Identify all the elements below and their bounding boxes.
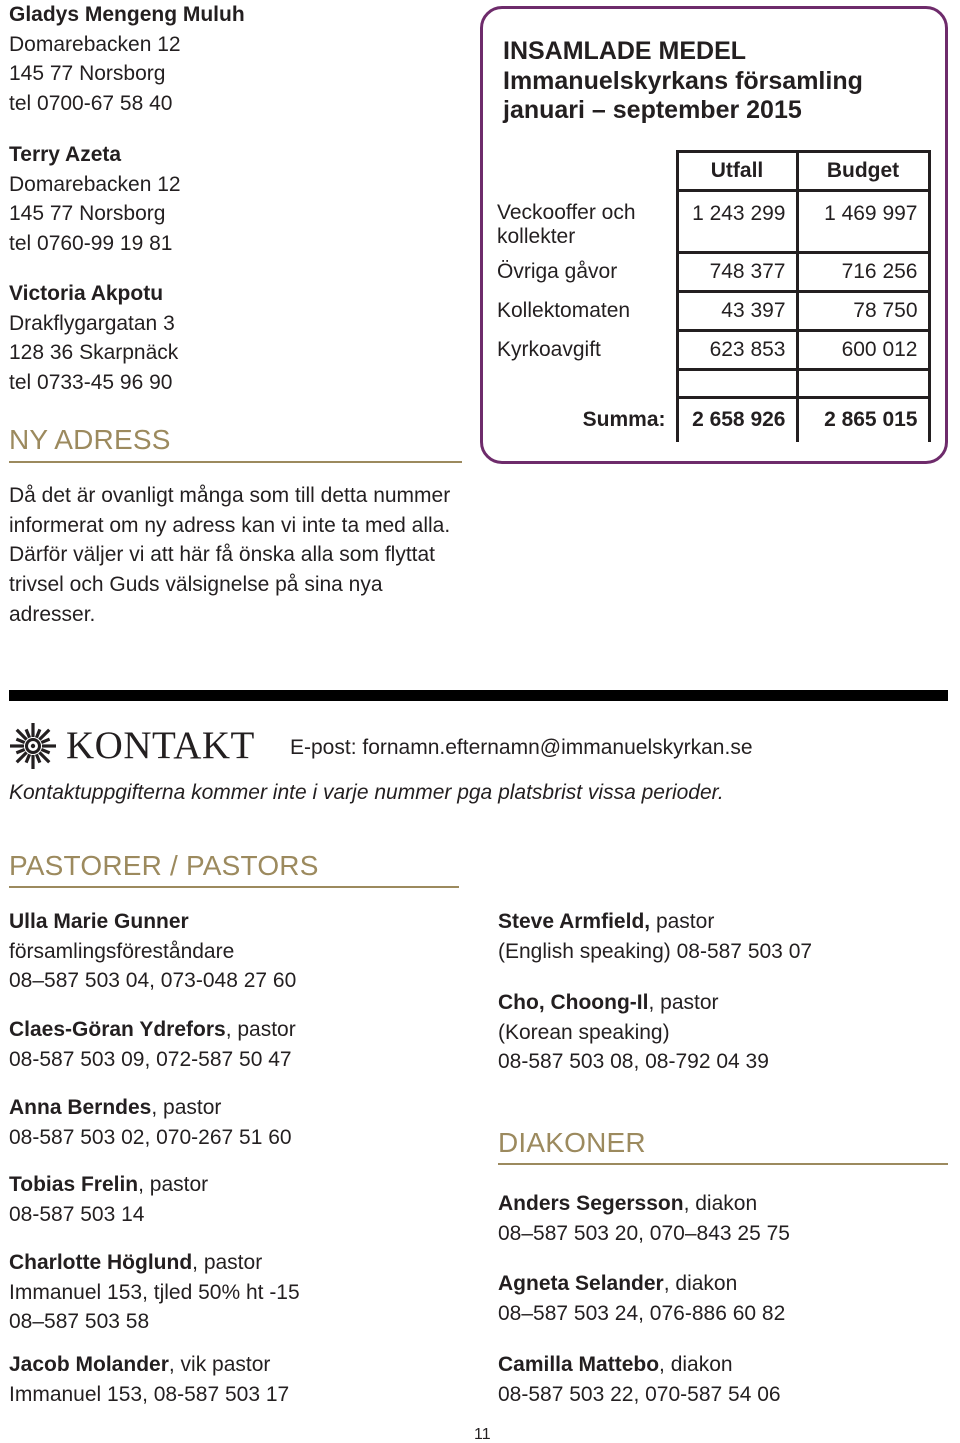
person-role: , diakon (683, 1192, 758, 1215)
new-address-rule (9, 461, 462, 463)
sum-label: Summa: (582, 407, 666, 431)
person-name: Agneta Selander (498, 1272, 664, 1295)
person-name: Anna Berndes (9, 1096, 152, 1119)
member-address: Drakflygargatan 3 (9, 311, 175, 335)
person-role: , pastor (151, 1096, 222, 1119)
person-line: 08–587 503 58 (9, 1310, 150, 1333)
row-label: Kyrkoavgift (497, 338, 601, 361)
member-city: 145 77 Norsborg (9, 62, 166, 85)
person-name: Tobias Frelin (9, 1173, 139, 1196)
person-name: Jacob Molander (9, 1353, 169, 1376)
new-address-heading: NY ADRESS (9, 424, 171, 455)
deacon-entry (498, 1189, 790, 1248)
person-line: Immanuel 153, tjled 50% ht -15 (9, 1280, 300, 1304)
person-name: Camilla Mattebo (498, 1353, 660, 1376)
person-role: , diakon (663, 1272, 738, 1295)
person-role: , pastor (225, 1018, 296, 1041)
person-role: , pastor (192, 1251, 263, 1274)
person-line: 08–587 503 04, 073-048 27 60 (9, 969, 297, 992)
section-divider-bar (9, 690, 948, 701)
pastor-entry (9, 907, 296, 996)
table-row (487, 292, 929, 331)
member-name: Terry Azeta (9, 143, 122, 166)
member-address: Domarebacken 12 (9, 172, 181, 196)
kontakt-heading: KONTAKT (66, 724, 255, 767)
funds-title-line: Immanuelskyrkans församling (503, 66, 863, 95)
person-line: församlingsföreståndare (9, 939, 235, 963)
row-label: Kollektomaten (497, 299, 631, 322)
member-entry (9, 140, 181, 258)
row-utfall: 748 377 (677, 253, 797, 292)
person-line: 08-587 503 14 (9, 1202, 145, 1226)
person-line: 08-587 503 02, 070-267 51 60 (9, 1125, 292, 1149)
deacons-rule (498, 1163, 948, 1165)
sum-utfall: 2 658 926 (677, 398, 797, 442)
pastor-entry (9, 1015, 296, 1074)
person-line: (English speaking) 08-587 503 07 (498, 939, 813, 963)
col-header-utfall: Utfall (677, 152, 797, 191)
person-role: , pastor (138, 1173, 209, 1196)
table-sum-row (487, 398, 929, 442)
row-budget: 600 012 (797, 331, 929, 370)
col-header-budget: Budget (797, 152, 929, 191)
member-address: Domarebacken 12 (9, 32, 181, 56)
table-row (487, 253, 929, 292)
pastors-rule (9, 886, 459, 888)
page-number: 11 (474, 1426, 491, 1443)
member-phone: tel 0700-67 58 40 (9, 91, 173, 115)
pastor-entry (9, 1170, 208, 1229)
person-name: Anders Segersson (498, 1192, 684, 1215)
person-line: 08-587 503 22, 070-587 54 06 (498, 1382, 781, 1406)
member-entry (9, 279, 178, 397)
contact-note: Kontaktuppgifterna kommer inte i varje nummer pga platsbrist vissa perioder. (9, 781, 724, 804)
funds-table (487, 150, 931, 442)
member-name: Victoria Akpotu (9, 282, 164, 305)
pastor-entry (9, 1093, 292, 1152)
deacons-heading: DIAKONER (498, 1127, 646, 1158)
person-name: Charlotte Höglund (9, 1251, 193, 1274)
member-phone: tel 0733-45 96 90 (9, 370, 173, 394)
row-utfall: 43 397 (677, 292, 797, 331)
person-role: , vik pastor (168, 1353, 271, 1376)
row-label: Övriga gåvor (497, 260, 618, 283)
person-name: Ulla Marie Gunner (9, 910, 189, 933)
funds-title-line: INSAMLADE MEDEL (503, 37, 747, 65)
row-label: Veckooffer och kollekter (497, 200, 636, 248)
row-budget: 78 750 (797, 292, 929, 331)
pastor-entry (9, 1248, 300, 1337)
contact-email: E-post: fornamn.efternamn@immanuelskyrkan.se (290, 736, 753, 759)
person-line: 08-587 503 08, 08-792 04 39 (498, 1050, 769, 1073)
new-address-paragraph: Då det är ovanligt många som till detta nummer informerat om ny adress kan vi inte ta med alla. Därför väljer vi att här få önska alla som flyttat trivsel och Guds välsignelse på sina nya adresser. (9, 484, 451, 626)
person-name: Steve Armfield, (498, 910, 651, 933)
person-role: , pastor (648, 991, 719, 1014)
table-spacer-row (487, 370, 929, 398)
person-line: 08-587 503 09, 072-587 50 47 (9, 1047, 292, 1071)
sum-budget: 2 865 015 (797, 398, 929, 442)
person-name: Claes-Göran Ydrefors (9, 1018, 226, 1041)
person-line: 08–587 503 20, 070–843 25 75 (498, 1221, 790, 1245)
member-city: 128 36 Skarpnäck (9, 341, 179, 364)
pastor-entry (9, 1350, 289, 1409)
member-city: 145 77 Norsborg (9, 202, 166, 225)
member-name: Gladys Mengeng Muluh (9, 3, 245, 26)
pastors-heading: PASTORER / PASTORS (9, 850, 319, 881)
person-line: (Korean speaking) (498, 1020, 670, 1044)
table-header-row (487, 152, 929, 191)
person-role: pastor (650, 910, 715, 933)
sunburst-logo-icon (9, 722, 57, 770)
funds-title (503, 37, 863, 126)
row-budget: 1 469 997 (797, 191, 929, 253)
deacon-entry (498, 1350, 781, 1409)
table-row (487, 191, 929, 253)
funds-title-line: januari – september 2015 (503, 96, 802, 124)
person-line: 08–587 503 24, 076-886 60 82 (498, 1301, 786, 1325)
member-phone: tel 0760-99 19 81 (9, 231, 173, 255)
person-role: , diakon (659, 1353, 733, 1376)
row-utfall: 623 853 (677, 331, 797, 370)
table-row (487, 331, 929, 370)
pastor-entry (498, 907, 812, 966)
person-name: Cho, Choong-Il (498, 991, 649, 1014)
row-utfall: 1 243 299 (677, 191, 797, 253)
pastor-entry (498, 988, 769, 1077)
deacon-entry (498, 1269, 785, 1328)
person-line: Immanuel 153, 08-587 503 17 (9, 1382, 290, 1406)
member-entry (9, 0, 245, 118)
row-budget: 716 256 (797, 253, 929, 292)
